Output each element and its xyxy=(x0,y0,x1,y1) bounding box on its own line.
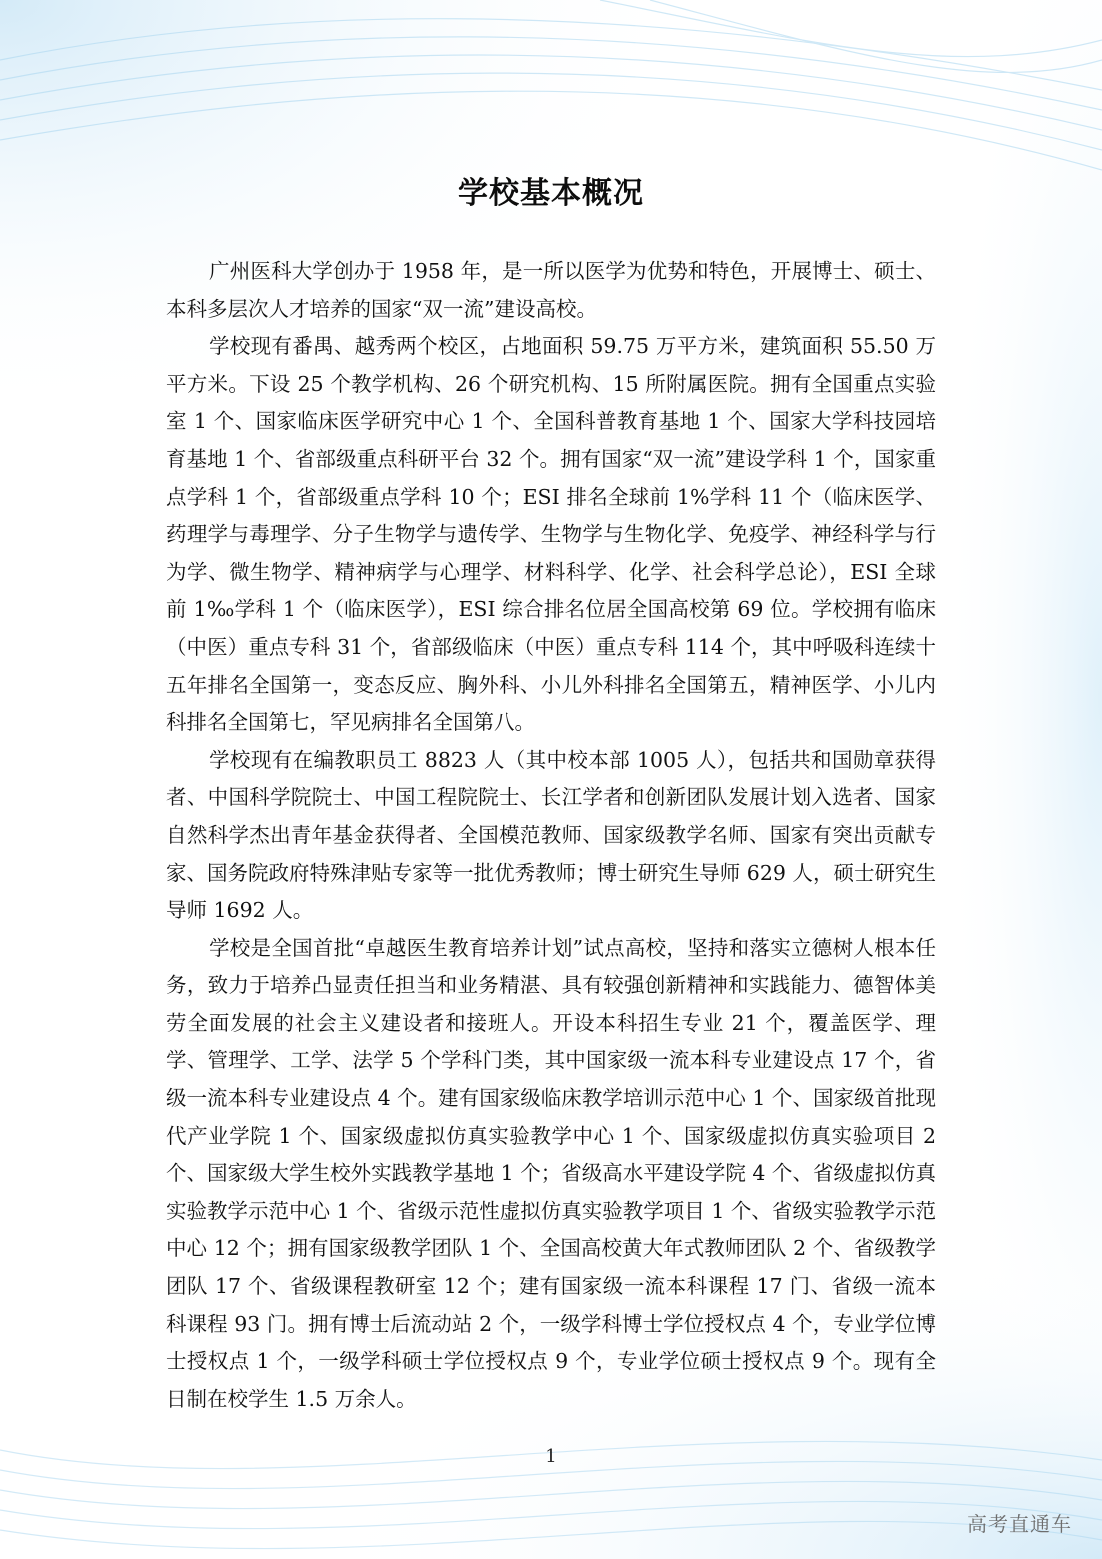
paragraph-intro: 广州医科大学创办于 1958 年，是一所以医学为优势和特色，开展博士、硕士、本科多层次人才培养的国家“双一流”建设高校。 xyxy=(166,259,936,321)
watermark-text: 高考直通车 xyxy=(967,1512,1072,1536)
paragraph-education: 学校是全国首批“卓越医生教育培养计划”试点高校，坚持和落实立德树人根本任务，致力于培养凸显责任担当和业务精湛、具有较强创新精神和实践能力、德智体美劳全面发展的社会主义建设者和接班人。开设本科招生专业 21 个，覆盖医学、理学、管理学、工学、法学 5 个学科门类，其中国家级一流本科专业建设点 17 个，省级一流本科专业建设点 4 个。建有国家级临床教学培训示范中心 1 个、国家级首批现代产业学院 1 个、国家级虚拟仿真实验教学中心 1 个、国家级虚拟仿真实验项目 2 个、国家级大学生校外实践教学基地 1 个；省级高水平建设学院 4 个、省级虚拟仿真实验教学示范中心 1 个、省级示范性虚拟仿真实验教学项目 1 个、省级实验教学示范中心 12 个；拥有国家级教学团队 1 个、全国高校黄大年式教师团队 2 个、省级教学团队 17 个、省级课程教研室 12 个；建有国家级一流本科课程 17 门、省级一流本科课程 93 门。拥有博士后流动站 2 个，一级学科博士学位授权点 4 个，专业学位博士授权点 1 个，一级学科硕士学位授权点 9 个，专业学位硕士授权点 9 个。现有全日制在校学生 1.5 万余人。 xyxy=(166,935,936,1411)
paragraph-faculty: 学校现有在编教职员工 8823 人（其中校本部 1005 人），包括共和国勋章获得者、中国科学院院士、中国工程院院士、长江学者和创新团队发展计划入选者、国家自然科学杰出青年基金获得者、全国模范教师、国家级教学名师、国家有突出贡献专家、国务院政府特殊津贴专家等一批优秀教师；博士研究生导师 629 人，硕士研究生导师 1692 人。 xyxy=(166,747,936,923)
paragraph-campus-and-disciplines: 学校现有番禺、越秀两个校区，占地面积 59.75 万平方米，建筑面积 55.50 万平方米。下设 25 个教学机构、26 个研究机构、15 所附属医院。拥有全国重点实验室 1 个、国家临床医学研究中心 1 个、全国科普教育基地 1 个、国家大学科技园培育基地 1 个、省部级重点科研平台 32 个。拥有国家“双一流”建设学科 1 个，国家重点学科 1 个，省部级重点学科 10 个；ESI 排名全球前 1%学科 11 个（临床医学、药理学与毒理学、分子生物学与遗传学、生物学与生物化学、免疫学、神经科学与行为学、微生物学、精神病学与心理学、材料科学、化学、社会科学总论），ESI 全球前 1‰学科 1 个（临床医学），ESI 综合排名位居全国高校第 69 位。学校拥有临床（中医）重点专科 31 个，省部级临床（中医）重点专科 114 个，其中呼吸科连续十五年排名全国第一，变态反应、胸外科、小儿外科排名全国第五，精神医学、小儿内科排名全国第七，罕见病排名全国第八。 xyxy=(166,334,936,735)
page-title: 学校基本概况 xyxy=(458,176,644,211)
body-text xyxy=(166,253,936,1418)
page-number: 1 xyxy=(545,1446,557,1467)
